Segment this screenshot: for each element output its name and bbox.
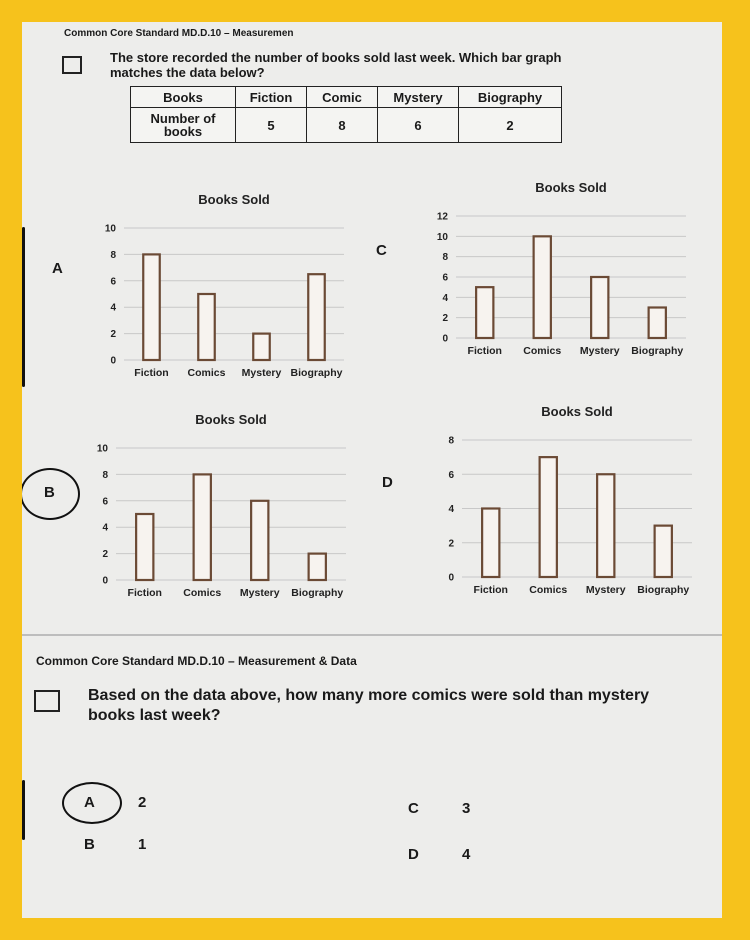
answer-b-value: 1 — [138, 836, 147, 853]
chart-title: Books Sold — [195, 412, 267, 427]
table-value-row — [131, 108, 562, 143]
y-tick-label: 4 — [442, 292, 448, 304]
x-category-label: Mystery — [585, 584, 626, 596]
y-tick-label: 6 — [448, 469, 454, 481]
table-value-cell: 5 — [236, 108, 307, 143]
x-category-label: Comics — [187, 367, 226, 379]
chart-option-c — [414, 170, 694, 360]
y-tick-label: 2 — [442, 313, 448, 325]
y-tick-label: 4 — [102, 522, 108, 534]
q1-checkbox[interactable] — [62, 56, 82, 74]
answer-a-letter[interactable]: A — [84, 794, 95, 811]
y-tick-label: 8 — [442, 252, 448, 264]
q1-question-line2: matches the data below? — [110, 65, 265, 80]
books-data-table — [130, 86, 562, 143]
bar — [194, 474, 211, 580]
y-tick-label: 2 — [110, 329, 116, 341]
y-tick-label: 4 — [110, 302, 116, 314]
y-tick-label: 12 — [436, 211, 448, 223]
y-tick-label: 6 — [442, 272, 448, 284]
answer-d-letter[interactable]: D — [408, 846, 419, 863]
bar — [597, 474, 614, 577]
q1-question-line1: The store recorded the number of books sold last week. Which bar graph — [110, 50, 562, 65]
q2-question-line1: Based on the data above, how many more comics were sold than mystery — [88, 687, 650, 704]
answer-c-letter[interactable]: C — [408, 800, 419, 817]
y-tick-label: 10 — [104, 223, 116, 235]
bar — [655, 526, 672, 577]
table-header-cell: Comic — [307, 87, 378, 108]
row-label-line1: Number of — [150, 111, 216, 126]
table-header-cell: Mystery — [378, 87, 459, 108]
answer-b-letter[interactable]: B — [84, 836, 95, 853]
bar — [649, 308, 666, 339]
q2-standard: Common Core Standard MD.D.10 – Measurement & Data — [36, 654, 357, 668]
table-value-cell: 2 — [459, 108, 562, 143]
table-header-books: Books — [131, 87, 236, 108]
y-tick-label: 8 — [448, 435, 454, 447]
x-category-label: Fiction — [134, 367, 169, 379]
y-tick-label: 0 — [442, 333, 448, 345]
bar — [534, 236, 551, 338]
y-tick-label: 0 — [102, 575, 108, 587]
q2-checkbox[interactable] — [34, 690, 60, 712]
x-category-label: Comics — [523, 345, 562, 357]
table-row-label — [131, 108, 236, 143]
y-tick-label: 10 — [96, 443, 108, 455]
q1-standard: Common Core Standard MD.D.10 – Measuremen — [64, 28, 294, 39]
section-divider — [22, 634, 722, 636]
option-a-label[interactable]: A — [52, 260, 63, 277]
table-value-cell: 6 — [378, 108, 459, 143]
answer-a-value: 2 — [138, 794, 147, 811]
x-category-label: Mystery — [239, 587, 280, 599]
x-category-label: Comics — [183, 587, 222, 599]
table-header-cell: Biography — [459, 87, 562, 108]
answer-d-value: 4 — [462, 846, 471, 863]
bar — [540, 457, 557, 577]
x-category-label: Fiction — [473, 584, 508, 596]
answer-c-value: 3 — [462, 800, 471, 817]
y-tick-label: 0 — [110, 355, 116, 367]
answer-circle-a — [62, 782, 122, 824]
y-tick-label: 4 — [448, 504, 454, 515]
answer-circle-b — [22, 468, 80, 520]
bar — [253, 334, 270, 360]
bar — [309, 554, 326, 580]
y-tick-label: 6 — [110, 276, 116, 288]
x-category-label: Fiction — [127, 587, 162, 599]
x-category-label: Fiction — [467, 345, 502, 357]
table-header-row — [131, 87, 562, 108]
option-c-label[interactable]: C — [376, 242, 387, 259]
bar — [198, 294, 215, 360]
q2-question-line2: books last week? — [88, 707, 221, 724]
pen-mark-left-top — [22, 227, 25, 387]
y-tick-label: 0 — [448, 572, 454, 584]
chart-title: Books Sold — [198, 192, 270, 207]
chart-option-d — [420, 394, 700, 599]
bar — [476, 287, 493, 338]
option-b-label[interactable]: B — [44, 484, 55, 501]
bar — [308, 274, 325, 360]
row-label-line2: books — [163, 124, 203, 139]
x-category-label: Mystery — [241, 367, 282, 379]
bar — [591, 277, 608, 338]
x-category-label: Comics — [529, 584, 568, 596]
pen-mark-left-bottom — [22, 780, 25, 840]
bar — [251, 501, 268, 580]
chart-title: Books Sold — [535, 180, 607, 195]
bar — [136, 514, 153, 580]
y-tick-label: 2 — [448, 538, 454, 550]
table-value-cell: 8 — [307, 108, 378, 143]
y-tick-label: 10 — [436, 231, 448, 243]
y-tick-label: 8 — [110, 249, 116, 261]
x-category-label: Mystery — [579, 345, 620, 357]
x-category-label: Biography — [637, 584, 690, 596]
table-header-cell: Fiction — [236, 87, 307, 108]
x-category-label: Biography — [290, 367, 343, 379]
chart-title: Books Sold — [541, 404, 613, 419]
y-tick-label: 6 — [102, 496, 108, 508]
chart-option-a — [82, 182, 352, 382]
bar — [482, 509, 499, 578]
option-d-label[interactable]: D — [382, 474, 393, 491]
x-category-label: Biography — [291, 587, 344, 599]
y-tick-label: 2 — [102, 549, 108, 561]
chart-option-b — [74, 402, 354, 602]
worksheet-page — [22, 22, 722, 918]
x-category-label: Biography — [631, 345, 684, 357]
y-tick-label: 8 — [102, 469, 108, 481]
bar — [143, 254, 160, 360]
